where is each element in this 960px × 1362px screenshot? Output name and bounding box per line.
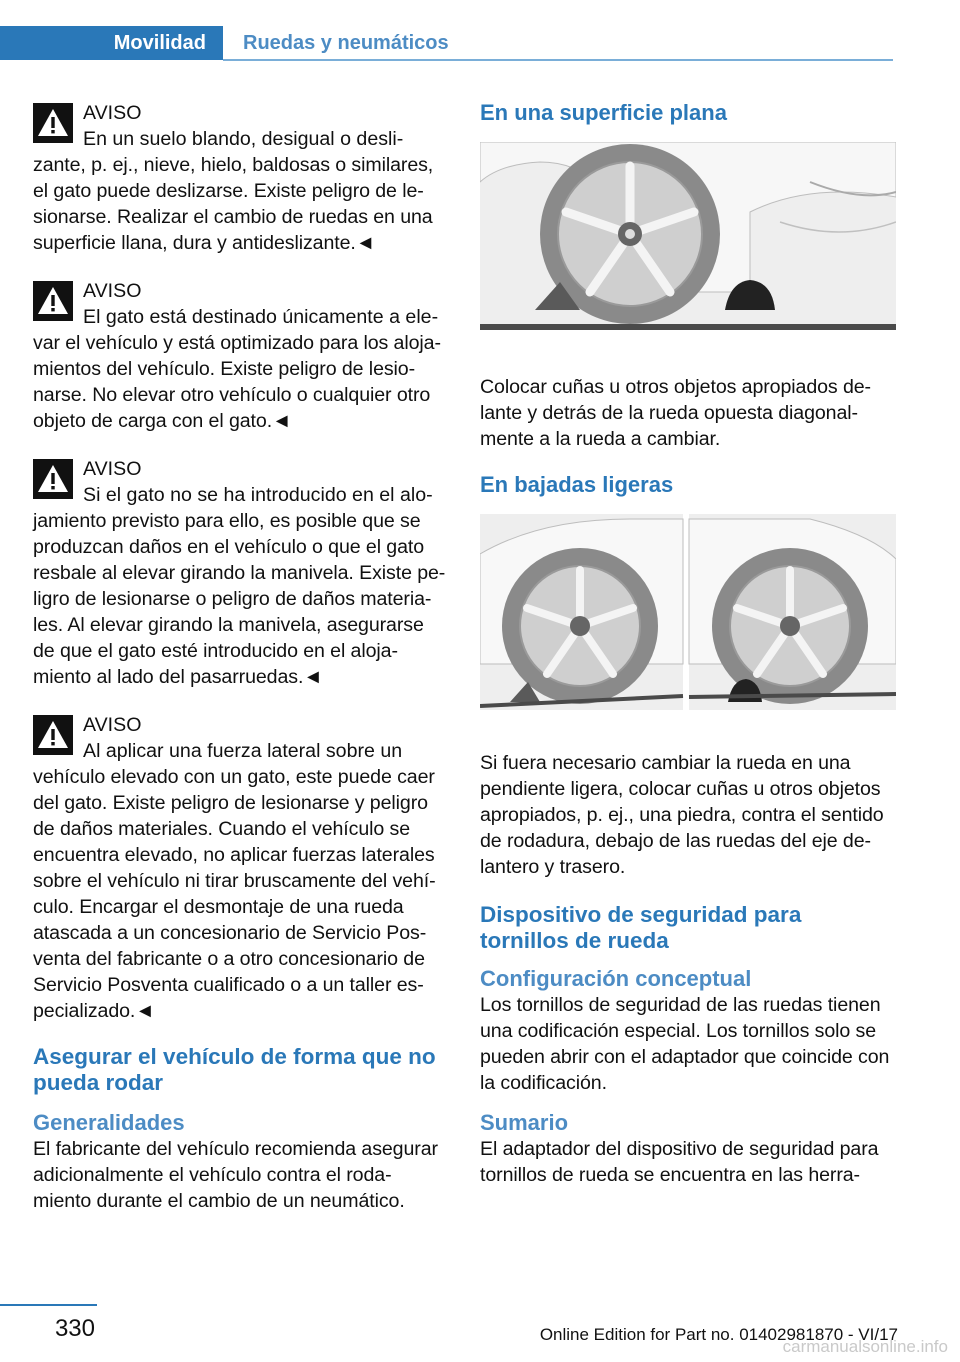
warning-block-4: [33, 712, 447, 1024]
subheading-concept: Configuración conceptual: [480, 966, 752, 991]
warning-title: AVISO: [83, 102, 142, 124]
warning-first-line: En un suelo blando, desigual o desli-: [83, 128, 404, 150]
concept-paragraph: Los tornillos de seguridad de las ruedas tienen una codificación especial. Los tornillos solo se pueden abrir con el adaptador que coincide con la codificación.: [480, 994, 890, 1094]
section-heading-secure-vehicle: Asegurar el vehículo de forma que no pueda rodar: [33, 1044, 436, 1095]
warning-block-1: [33, 100, 447, 256]
page-number-rule: [0, 1304, 97, 1306]
subheading-summary: Sumario: [480, 1110, 569, 1135]
page-number: 330: [54, 1315, 95, 1342]
section-heading-flat-surface: En una superficie plana: [480, 100, 727, 125]
edition-note: Online Edition for Part no. 01402981870 - VI/17: [539, 1325, 898, 1344]
warning-text: zante, p. ej., nieve, hielo, baldosas o similares, el gato puede deslizarse. Existe peligro de le-sionarse. Realizar el cambio de ruedas en una superficie llana, dura y antideslizante.◄: [33, 154, 434, 254]
slope-illustration: [480, 514, 896, 710]
warning-text: jamiento previsto para ello, es posible que se produzcan daños en el vehículo o que el gato resbale al elevar girando la manivela. Existe pe-ligro de lesionarse o peligro de daños materia-les. Al elevar girando la manivela, asegurarse de que el gato esté introducido en el aloja-miento al lado del pasarruedas.◄: [33, 510, 446, 688]
left-column: [33, 100, 447, 1214]
slope-paragraph: Si fuera necesario cambiar la rueda en una pendiente ligera, colocar cuñas u otros objetos apropiados, p. ej., una piedra, contra el sentido de rodadura, debajo de las ruedas del eje de-lantero y trasero.: [480, 752, 884, 878]
warning-first-line: El gato está destinado únicamente a ele-: [83, 306, 439, 328]
warning-triangle-icon: [33, 281, 73, 321]
warning-block-2: [33, 278, 447, 434]
warning-title: AVISO: [83, 458, 142, 480]
section-heading-wheel-lock: Dispositivo de seguridad para tornillos de rueda: [480, 902, 802, 953]
warning-title: AVISO: [83, 714, 142, 736]
warning-first-line: Si el gato no se ha introducido en el alo-: [83, 484, 433, 506]
header-rule: [223, 59, 893, 61]
warning-first-line: Al aplicar una fuerza lateral sobre un: [83, 740, 403, 762]
warning-title: AVISO: [83, 280, 142, 302]
warning-text: var el vehículo y está optimizado para los aloja-mientos del vehículo. Existe peligro de lesio-narse. No elevar otro vehículo o cualquier otro objeto de carga con el gato.◄: [33, 332, 441, 432]
warning-block-3: [33, 456, 447, 690]
warning-text: vehículo elevado con un gato, este puede caer del gato. Existe peligro de lesionarse y peligro de daños materiales. Cuando el vehículo se encuentra elevado, no aplicar fuerzas laterales sobre el vehículo ni tirar bruscamente del vehí-culo. Encargar el desmontaje de una rueda atascada a un concesionario de Servicio Pos-venta del fabricante o a otro concesionario de Servicio Posventa cualificado o a un taller es-pecializado.◄: [33, 766, 436, 1022]
general-paragraph: El fabricante del vehículo recomienda asegurar adicionalmente el vehículo contra el roda-miento durante el cambio de un neumático.: [33, 1138, 438, 1212]
chapter-tab: Ruedas y neumáticos: [243, 31, 449, 54]
watermark: carmanualsonline.info: [782, 1337, 948, 1356]
warning-triangle-icon: [33, 103, 73, 143]
page-header: [0, 0, 893, 62]
section-tab: Movilidad: [0, 26, 223, 60]
warning-triangle-icon: [33, 715, 73, 755]
flat-surface-illustration: [480, 142, 896, 330]
section-heading-slope: En bajadas ligeras: [480, 472, 674, 497]
subheading-general: Generalidades: [33, 1110, 185, 1135]
flat-surface-paragraph: Colocar cuñas u otros objetos apropiados de-lante y detrás de la rueda opuesta diagonal-mente a la rueda a cambiar.: [480, 376, 871, 450]
right-column: [480, 100, 896, 1188]
summary-paragraph: El adaptador del dispositivo de seguridad para tornillos de rueda se encuentra en las herra-: [480, 1138, 879, 1186]
warning-triangle-icon: [33, 459, 73, 499]
